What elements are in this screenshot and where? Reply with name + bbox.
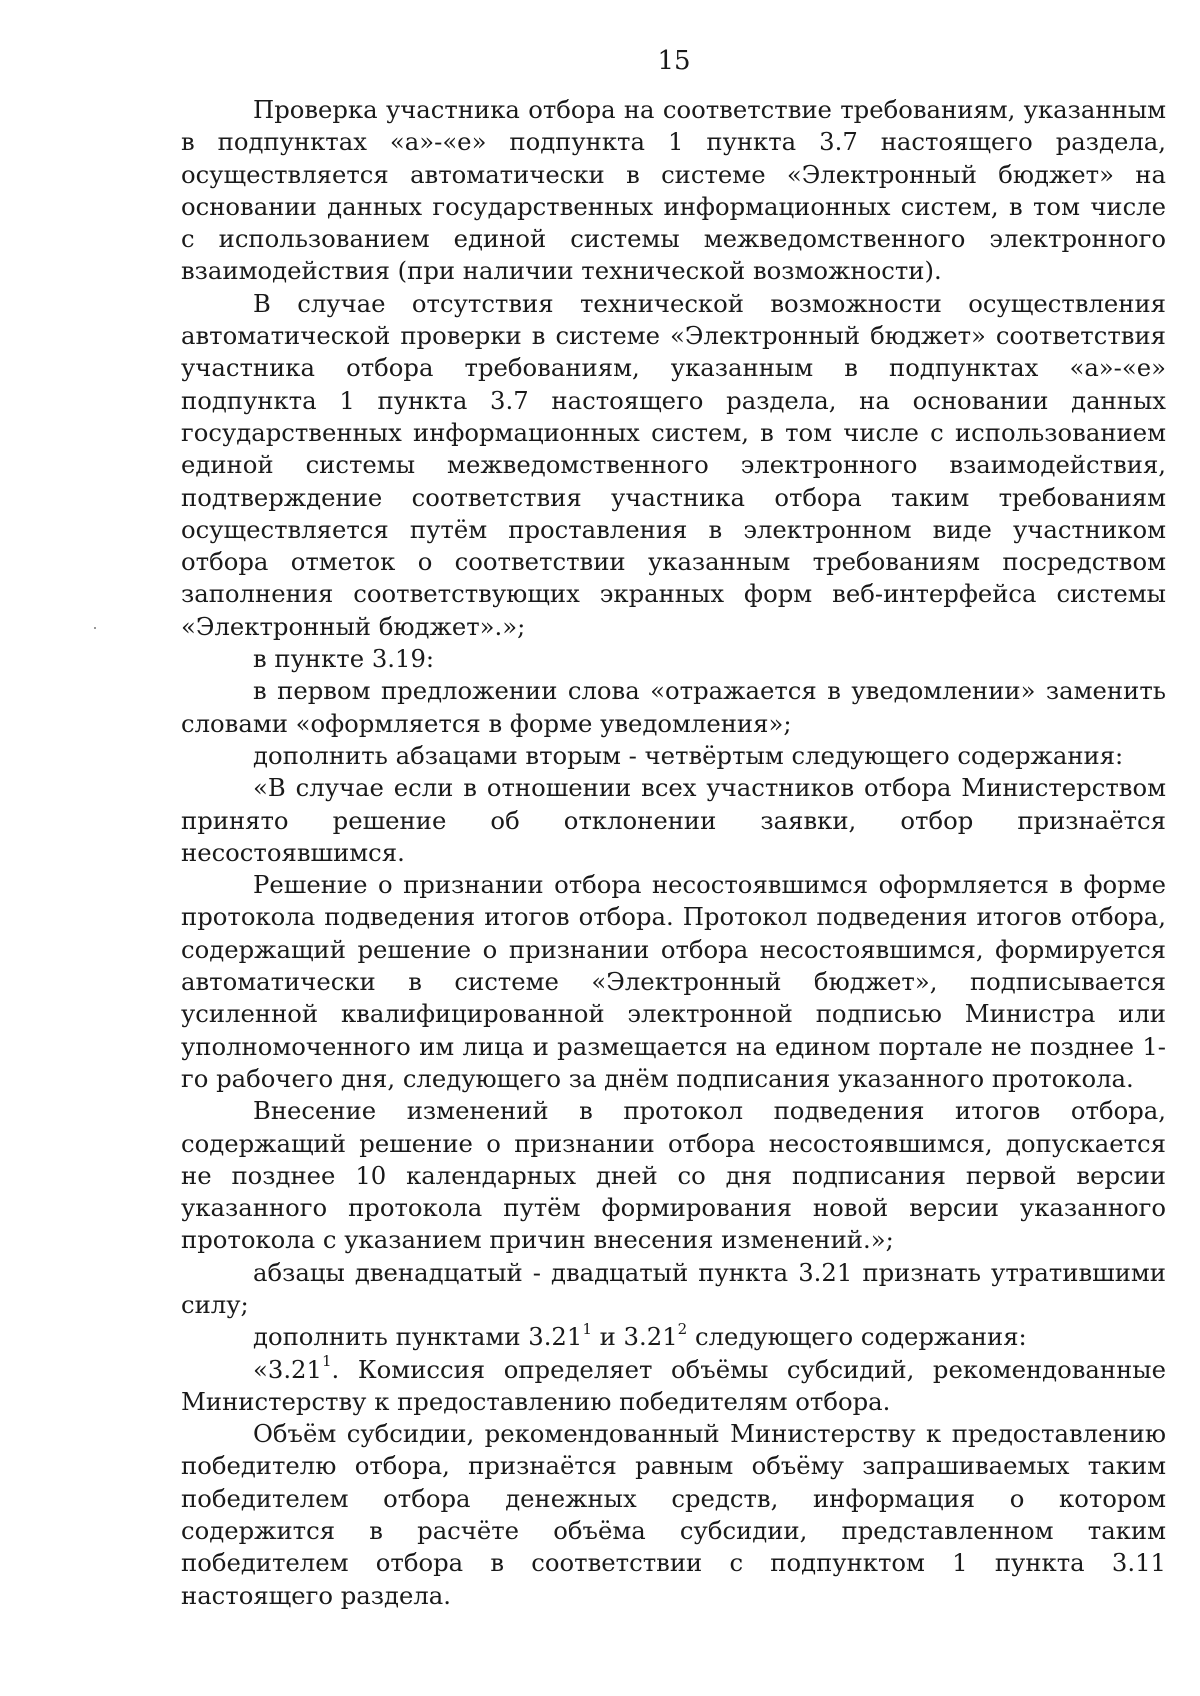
text-fragment: . Комиссия определяет объёмы субсидий, рекомендованные Министерству к предоставлению победителям отбора. (181, 1354, 1166, 1416)
superscript: 1 (321, 1352, 332, 1371)
paragraph-abolish-subparagraphs: абзацы двенадцатый - двадцатый пункта 3.21 признать утратившими силу; (181, 1257, 1166, 1319)
document-body (181, 94, 1166, 1612)
scan-artifact (94, 627, 96, 629)
paragraph-protocol-decision: Решение о признании отбора несостоявшимся оформляется в форме протокола подведения итогов отбора. Протокол подведения итогов отбора, содержащий решение о признании отбора несостоявшимся, формируется автоматически в системе «Электронный бюджет», подписывается усиленной квалифицированной электронной подписью Министра или уполномоченного им лица и размещается на едином портале не позднее 1-го рабочего дня, следующего за днём подписания указанного протокола. (181, 870, 1166, 1093)
paragraph-subsidy-volume: Объём субсидии, рекомендованный Министерству к предоставлению победителю отбора, признаётся равным объёму запрашиваемых таким победителем отбора денежных средств, информация о котором содержится в расчёте объёма субсидии, представленном таким победителем отбора в соответствии с подпунктом 1 пункта 3.11 настоящего раздела. (181, 1419, 1166, 1610)
text-fragment: следующего содержания: (687, 1322, 1027, 1352)
paragraph-item-3-21-1 (181, 1354, 1166, 1419)
paragraph-add-items-3-21 (181, 1321, 1166, 1353)
superscript: 1 (582, 1319, 592, 1338)
paragraph-add-subparagraphs: дополнить абзацами вторым - четвёртым следующего содержания: (253, 740, 1124, 770)
page-number-text: 15 (657, 46, 691, 76)
paragraph-rejection-all: «В случае если в отношении всех участников отбора Министерством принято решение об отклонении заявки, отбор признаётся несостоявшимся. (181, 773, 1166, 867)
page-number (0, 48, 1200, 74)
text-fragment: «3.21 (253, 1354, 322, 1384)
text-fragment: дополнить пунктами 3.21 (253, 1322, 583, 1352)
paragraph-verification-manual: В случае отсутствия технической возможности осуществления автоматической проверки в системе «Электронный бюджет» соответствия участника отбора требованиям, указанным в подпунктах «а»-«е» подпункта 1 пункта 3.7 настоящего раздела, на основании данных государственных информационных систем, в том числе с использованием единой системы межведомственного электронного взаимодействия, подтверждение соответствия участника отбора таким требованиям осуществляется путём проставления в электронном виде участником отбора отметок о соответствии указанным требованиям посредством заполнения соответствующих экранных форм веб-интерфейса системы «Электронный бюджет».»; (181, 288, 1166, 641)
paragraph-verification-auto: Проверка участника отбора на соответствие требованиям, указанным в подпунктах «а»-«е» подпункта 1 пункта 3.7 настоящего раздела, осуществляется автоматически в системе «Электронный бюджет» на основании данных государственных информационных систем, в том числе с использованием единой системы межведомственного электронного взаимодействия (при наличии технической возможности). (181, 95, 1166, 286)
superscript: 2 (677, 1319, 688, 1338)
paragraph-item-3-19: в пункте 3.19: (253, 644, 435, 674)
paragraph-protocol-changes: Внесение изменений в протокол подведения итогов отбора, содержащий решение о признании отбора несостоявшимся, допускается не позднее 10 календарных дней со дня подписания первой версии указанного протокола путём формирования новой версии указанного протокола с указанием причин внесения изменений.»; (181, 1096, 1166, 1255)
text-fragment: и 3.21 (591, 1322, 678, 1352)
paragraph-first-sentence-replace: в первом предложении слова «отражается в уведомлении» заменить словами «оформляется в форме уведомления»; (181, 676, 1166, 738)
